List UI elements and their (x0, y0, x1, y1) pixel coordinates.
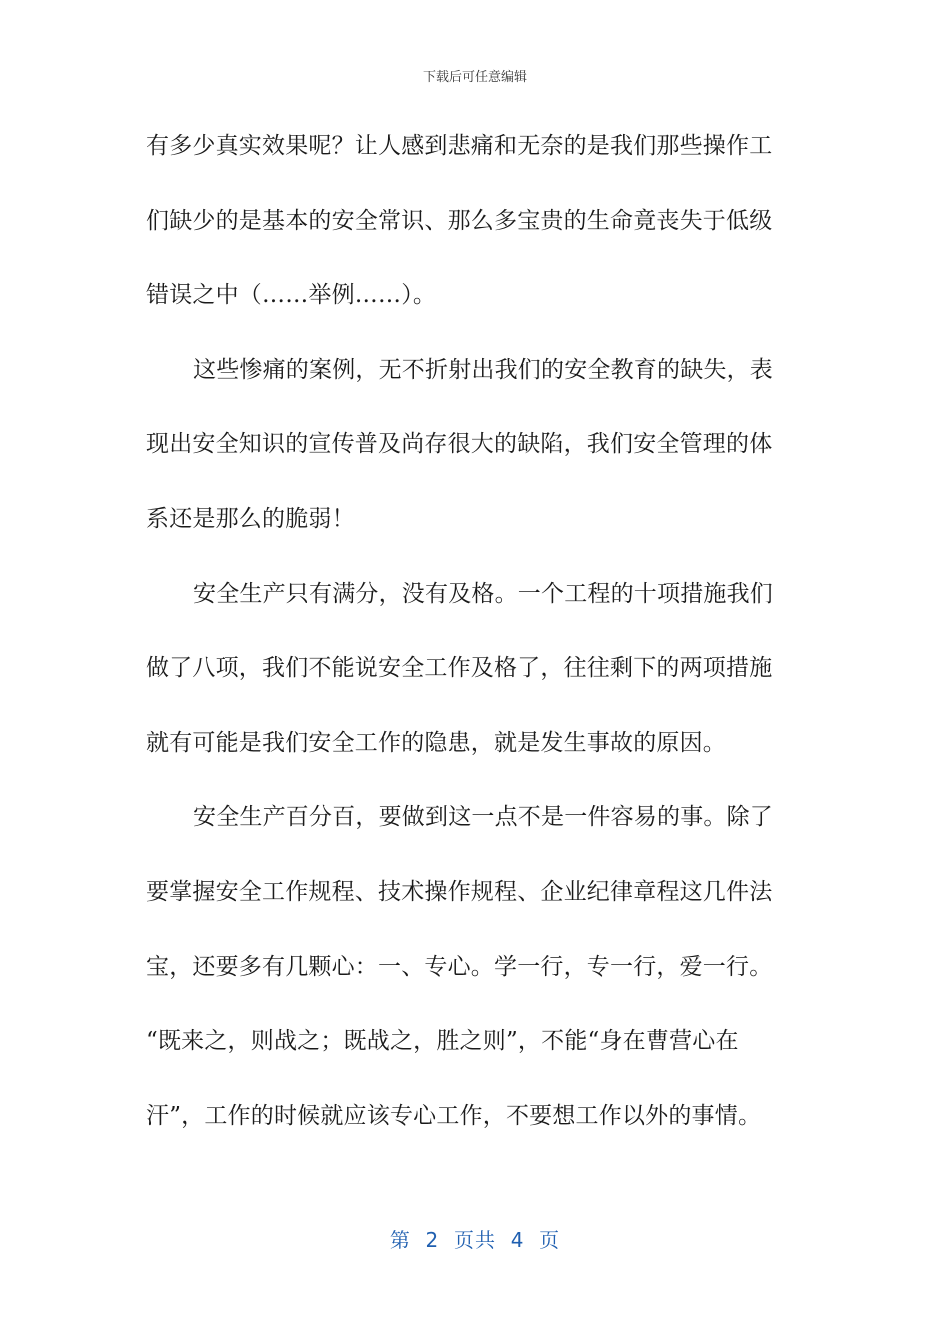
paragraph-3-line-2: 做了八项，我们不能说安全工作及格了，往往剩下的两项措施 (146, 655, 773, 682)
paragraph-3-line-1: 安全生产只有满分，没有及格。一个工程的十项措施我们 (193, 580, 773, 607)
paragraph-4-line-4: “既来之，则战之；既战之，胜之则”，不能“身在曹营心在 (146, 1028, 739, 1055)
paragraph-4-line-1: 安全生产百分百，要做到这一点不是一件容易的事。除了 (193, 804, 773, 831)
paragraph-1-line-2: 们缺少的是基本的安全常识、那么多宝贵的生命竟丧失于低级 (146, 207, 773, 234)
paragraph-4-line-5: 汗”，工作的时候就应该专心工作，不要想工作以外的事情。 (146, 1102, 762, 1129)
paragraph-1-line-1: 有多少真实效果呢？让人感到悲痛和无奈的是我们那些操作工 (146, 133, 773, 159)
paragraph-4-line-2: 要掌握安全工作规程、技术操作规程、企业纪律章程这几件法 (146, 878, 773, 905)
page-number: 第 2 页共 4 页 (389, 1228, 561, 1252)
paragraph-3-line-3: 就有可能是我们安全工作的隐患，就是发生事故的原因。 (146, 729, 726, 756)
paragraph-2-line-2: 现出安全知识的宣传普及尚存很大的缺陷，我们安全管理的体 (146, 431, 773, 458)
paragraph-2-line-1: 这些惨痛的案例，无不折射出我们的安全教育的缺失，表 (193, 356, 773, 383)
paragraph-2-line-3: 系还是那么的脆弱！ (146, 505, 355, 532)
paragraph-4-line-3: 宝，还要多有几颗心：一、专心。学一行，专一行，爱一行。 (146, 953, 773, 980)
page-header: 下载后可任意编辑 (422, 70, 527, 85)
paragraph-1-line-3: 错误之中（……举例……）。 (146, 282, 437, 309)
document-body (146, 122, 806, 1166)
